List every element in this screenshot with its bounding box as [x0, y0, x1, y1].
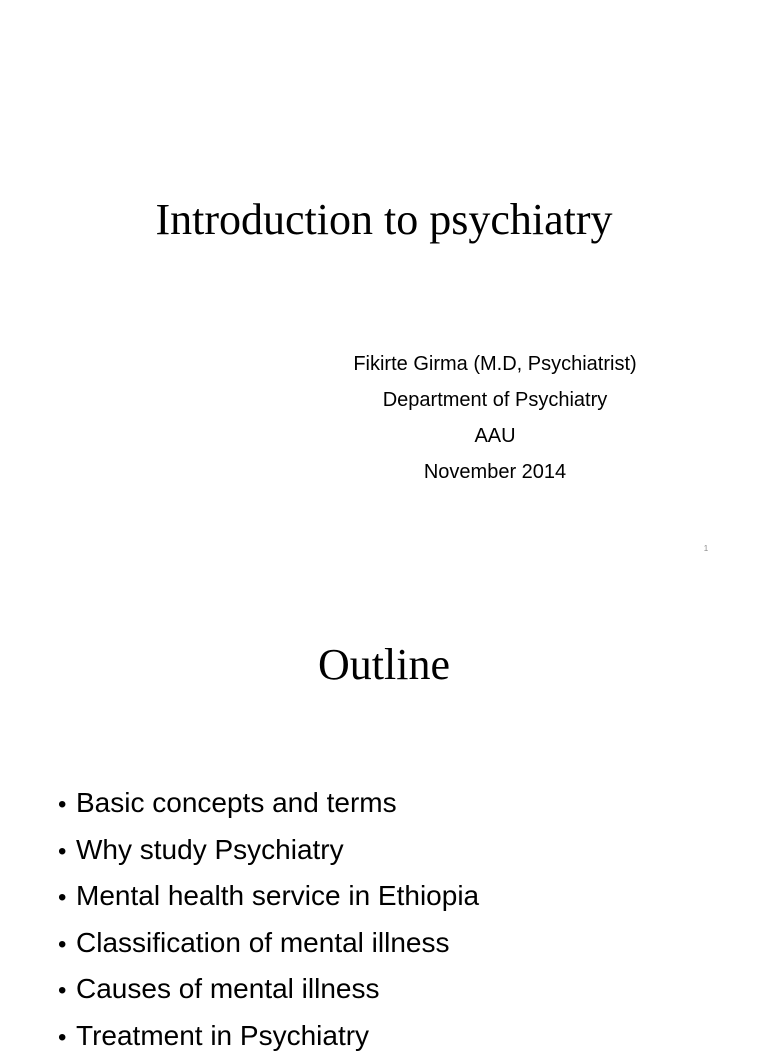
bullet-icon: •: [58, 837, 67, 865]
department-line: Department of Psychiatry: [382, 389, 608, 411]
bullet-icon: •: [58, 930, 67, 958]
date-line: November 2014: [423, 461, 567, 483]
outline-list: [58, 781, 479, 1061]
author-line: Fikirte Girma (M.D, Psychiatrist): [353, 353, 637, 375]
list-item: [58, 874, 479, 921]
bullet-icon: •: [58, 884, 67, 912]
list-item: [58, 781, 479, 828]
list-item: [58, 828, 479, 875]
institution-line: AAU: [474, 425, 516, 447]
bullet-icon: •: [58, 791, 67, 818]
list-item: [58, 1014, 479, 1061]
bullet-icon: •: [58, 1023, 67, 1051]
list-item-text: Basic concepts and terms: [76, 787, 397, 818]
list-item-text: Treatment in Psychiatry: [76, 1019, 370, 1051]
page-number: 1: [703, 544, 709, 553]
list-item-text: Classification of mental illness: [76, 926, 450, 958]
list-item: [58, 921, 479, 968]
slide-subtitle: [230, 346, 760, 490]
list-item-text: Mental health service in Ethiopia: [76, 880, 480, 912]
slide-2: [0, 576, 768, 1051]
list-item-text: Why study Psychiatry: [76, 833, 344, 865]
list-item: [58, 967, 479, 1014]
slide-title: Introduction to psychiatry: [155, 195, 613, 244]
bullet-icon: •: [58, 977, 67, 1005]
slide-title: Outline: [318, 640, 450, 689]
list-item-text: Causes of mental illness: [76, 973, 380, 1005]
